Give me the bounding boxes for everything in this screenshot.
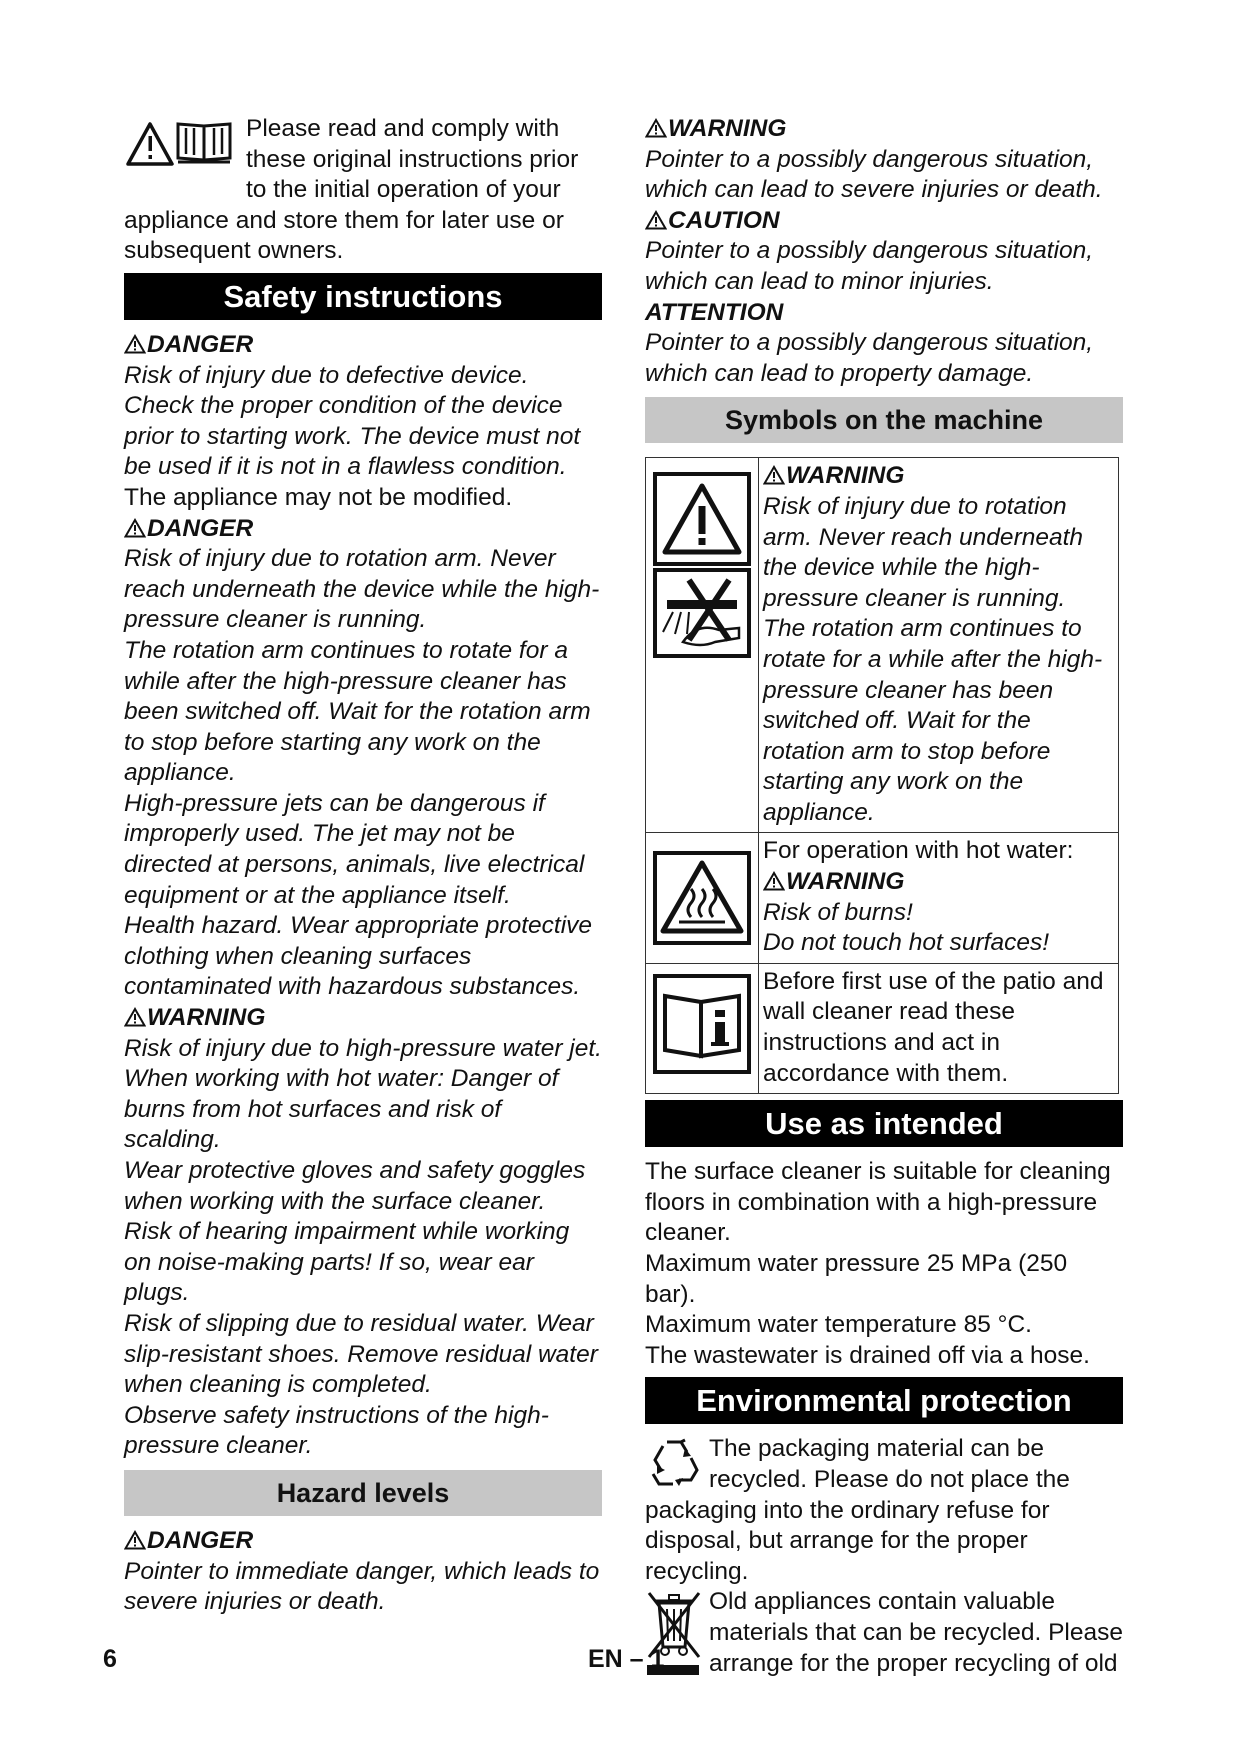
recycling-paragraph [645,1434,1123,1587]
warning-triangle-icon [763,465,785,485]
page-number: 6 [103,1645,117,1673]
intro [124,114,602,267]
sym-row3-text: Before first use of the patio and wall cleaner read these instructions and act in accordance with them. [763,967,1104,1087]
warning-triangle-icon [124,1530,146,1550]
warning-and-rotation-arm-icon [653,472,751,658]
warning-line: Wear protective gloves and safety goggles when working with the surface cleaner. [124,1157,586,1215]
read-manual-icon [653,974,751,1074]
symbols-icon-cell [646,963,759,1093]
warning-line: When working with hot water: Danger of burns from hot surfaces and risk of scalding. [124,1065,559,1154]
warning-triangle-icon [763,871,785,891]
symbols-text-cell [759,833,1119,963]
sym-row2-line: Do not touch hot surfaces! [763,929,1049,957]
symbols-icon-cell [646,833,759,963]
use-line: The wastewater is drained off via a hose. [645,1341,1090,1369]
hot-surface-icon [653,851,751,945]
symbols-row-rotation-arm [646,458,1119,833]
symbols-row-read-manual [646,963,1119,1093]
hazard-caution-label: CAUTION [645,206,1123,237]
symbols-row-hot-surface [646,833,1119,963]
warning-line: Observe safety instructions of the high-pressure cleaner. [124,1401,549,1460]
hazard-danger-text: Pointer to immediate danger, which leads to severe injuries or death. [124,1557,600,1616]
sym-warning-label-2: WARNING [763,867,1118,898]
danger-label-1: DANGER [124,330,602,361]
symbols-heading: Symbols on the machine [645,397,1123,443]
symbols-text-cell [759,458,1119,833]
warning-triangle-icon [124,334,146,354]
warning-triangle-icon [124,1007,146,1027]
sym-row2-line: Risk of burns! [763,898,913,926]
use-line: Maximum water pressure 25 MPa (250 bar). [645,1250,1068,1308]
sym-row1-line: Risk of injury due to rotation arm. Never reach underneath the device while the high-pressure cleaner is running. [763,492,1084,612]
environmental-protection-heading: Environmental protection [645,1377,1123,1424]
sym-row1-line: The rotation arm continues to rotate for a while after the high-pressure cleaner has been switched off. Wait for the rotation arm to stop before starting any work on the appliance. [763,615,1103,826]
warning-triangle-icon [124,518,146,538]
symbols-table [645,457,1119,1094]
warning-triangle-icon [645,210,667,230]
warning-triangle-icon [645,118,667,138]
old-appliances-paragraph [645,1587,1123,1679]
hazard-attention-label: ATTENTION [645,298,784,326]
sym-warning-label-1: WARNING [763,461,1118,492]
danger2-line: The rotation arm continues to rotate for a while after the high-pressure cleaner has been switched off. Wait for the rotation arm to stop before starting any work on the appliance. [124,636,591,787]
hazard-warning-label: WARNING [645,114,1123,145]
warning-triangle-and-manual-icon [124,118,236,176]
not-modified-text: The appliance may not be modified. [124,483,513,511]
symbols-icon-cell [646,458,759,833]
warning-line: Risk of hearing impairment while working on noise-making parts! If so, wear ear plugs. [124,1218,570,1307]
symbols-text-cell [759,963,1119,1093]
use-line: Maximum water temperature 85 °C. [645,1311,1032,1339]
sym-row2-intro: For operation with hot water: [763,837,1074,865]
danger-label-2: DANGER [124,514,602,545]
recycling-icon [645,1436,703,1490]
warning-line: Risk of slipping due to residual water. Wear slip-resistant shoes. Remove residual water when cleaning is completed. [124,1309,598,1399]
danger2-line: Health hazard. Wear appropriate protective clothing when cleaning surfaces contaminated with hazardous substances. [124,912,593,1001]
hazard-danger-label: DANGER [124,1526,602,1557]
recycling-text: The packaging material can be recycled. Please do not place the packaging into the ordinary refuse for disposal, but arrange for the proper recycling. [645,1435,1070,1585]
right-column [645,114,1123,1679]
warning-line: Risk of injury due to high-pressure water jet. [124,1034,602,1062]
hazard-levels-heading: Hazard levels [124,1470,602,1516]
danger2-line: Risk of injury due to rotation arm. Never reach underneath the device while the high-pressure cleaner is running. [124,545,600,634]
intro-text: Please read and comply with these original instructions prior to the initial operation of your appliance and store them for later use or subsequent owners. [124,115,579,265]
hazard-caution-text: Pointer to a possibly dangerous situation, which can lead to minor injuries. [645,237,1094,295]
warning-label: WARNING [124,1003,602,1034]
language-page-marker: EN – 1 [588,1645,665,1673]
hazard-attention-text: Pointer to a possibly dangerous situation, which can lead to property damage. [645,329,1094,387]
hazard-warning-text: Pointer to a possibly dangerous situation, which can lead to severe injuries or death. [645,145,1103,204]
use-line: The surface cleaner is suitable for cleaning floors in combination with a high-pressure cleaner. [645,1158,1111,1247]
old-appliances-text: Old appliances contain valuable materials that can be recycled. Please arrange for the proper recycling of old [709,1588,1123,1677]
danger2-line: High-pressure jets can be dangerous if improperly used. The jet may not be directed at persons, animals, live electrical equipment or at the appliance itself. [124,789,585,909]
danger-text-1: Risk of injury due to defective device. Check the proper condition of the device prior to starting work. The device must not be used if it is not in a flawless condition. [124,361,581,481]
use-as-intended-heading: Use as intended [645,1100,1123,1147]
left-column [124,114,602,1618]
safety-instructions-heading: Safety instructions [124,273,602,320]
